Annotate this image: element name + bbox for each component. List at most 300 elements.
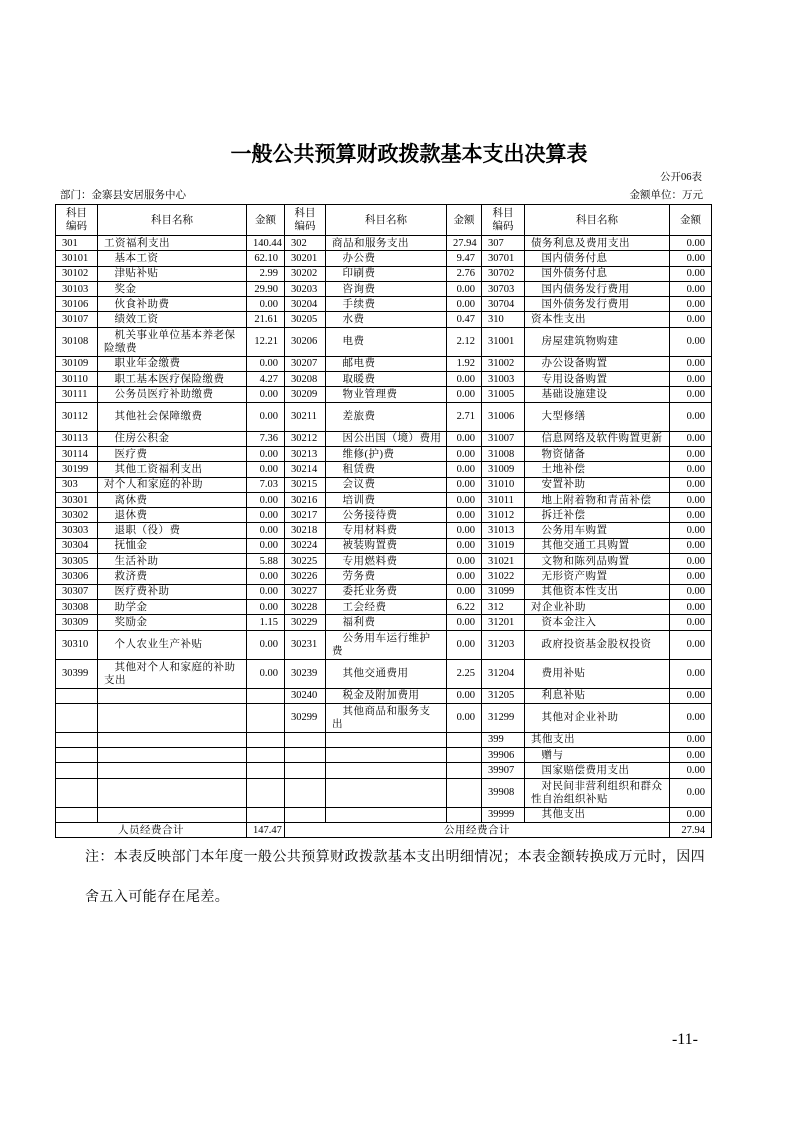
amount-cell: 0.00 <box>670 356 712 371</box>
table-row <box>56 538 712 553</box>
subject-code-cell <box>56 778 98 807</box>
subject-code-cell: 303 <box>56 477 98 492</box>
subject-name-cell: 医疗费 <box>98 446 247 461</box>
subject-code-cell <box>56 763 98 778</box>
subject-code-cell: 30399 <box>56 659 98 688</box>
amount-cell <box>247 688 285 703</box>
subject-code-cell: 30310 <box>56 630 98 659</box>
subject-name-cell: 公务用车购置 <box>525 523 670 538</box>
amount-cell: 0.00 <box>670 297 712 312</box>
subject-code-cell: 31203 <box>482 630 525 659</box>
amount-cell: 0.00 <box>247 599 285 614</box>
amount-cell: 0.00 <box>447 703 482 732</box>
amount-cell: 0.00 <box>447 477 482 492</box>
subject-name-cell: 国外债务付息 <box>525 266 670 281</box>
subject-name-cell: 其他社会保障缴费 <box>98 402 247 431</box>
amount-cell: 0.00 <box>247 523 285 538</box>
subject-name-cell <box>326 732 447 747</box>
subject-name-cell: 职工基本医疗保险缴费 <box>98 372 247 387</box>
amount-cell: 0.00 <box>447 688 482 703</box>
subject-code-cell: 30303 <box>56 523 98 538</box>
amount-cell: 0.00 <box>670 446 712 461</box>
amount-cell: 0.00 <box>447 508 482 523</box>
subject-name-cell: 工资福利支出 <box>98 236 247 251</box>
subject-name-cell: 物业管理费 <box>326 387 447 402</box>
public-total-amount: 27.94 <box>670 823 712 838</box>
subject-name-cell: 水费 <box>326 312 447 327</box>
note-line-1: 注：本表反映部门本年度一般公共预算财政拨款基本支出明细情况；本表金额转换成万元时，因四 <box>85 850 706 865</box>
amount-cell: 0.00 <box>447 492 482 507</box>
table-row <box>56 523 712 538</box>
header-code-label: 科目编码 <box>492 208 514 232</box>
amount-cell <box>447 778 482 807</box>
table-row <box>56 387 712 402</box>
amount-cell: 27.94 <box>447 236 482 251</box>
table-row <box>56 763 712 778</box>
subject-code-cell <box>285 763 326 778</box>
subject-code-cell: 30302 <box>56 508 98 523</box>
table-row <box>56 356 712 371</box>
amount-cell <box>447 748 482 763</box>
subject-name-cell <box>326 763 447 778</box>
amount-cell: 0.00 <box>447 281 482 296</box>
subject-code-cell: 30231 <box>285 630 326 659</box>
subject-code-cell: 302 <box>285 236 326 251</box>
table-row <box>56 748 712 763</box>
subject-code-cell: 30205 <box>285 312 326 327</box>
amount-cell: 4.27 <box>247 372 285 387</box>
amount-cell: 0.00 <box>670 688 712 703</box>
table-row <box>56 327 712 356</box>
subject-name-cell: 印刷费 <box>326 266 447 281</box>
subject-name-cell: 退休费 <box>98 508 247 523</box>
subject-code-cell: 31019 <box>482 538 525 553</box>
subject-code-cell: 31201 <box>482 615 525 630</box>
subject-name-cell: 咨询费 <box>326 281 447 296</box>
subject-name-cell: 国外债务发行费用 <box>525 297 670 312</box>
amount-cell: 0.00 <box>447 446 482 461</box>
amount-cell: 0.00 <box>247 297 285 312</box>
subject-code-cell: 30305 <box>56 554 98 569</box>
table-row <box>56 599 712 614</box>
subject-name-cell: 机关事业单位基本养老保险缴费 <box>98 327 247 356</box>
subject-code-cell: 30107 <box>56 312 98 327</box>
subject-code-cell: 30227 <box>285 584 326 599</box>
table-header-row <box>56 205 712 236</box>
table-row <box>56 659 712 688</box>
header-amount-2: 金额 <box>447 205 482 236</box>
amount-cell: 0.00 <box>670 538 712 553</box>
form-number: 公开06表 <box>660 172 702 183</box>
amount-cell: 0.00 <box>247 659 285 688</box>
amount-cell: 0.00 <box>247 508 285 523</box>
amount-cell: 7.03 <box>247 477 285 492</box>
subject-code-cell: 30109 <box>56 356 98 371</box>
subject-name-cell: 伙食补助费 <box>98 297 247 312</box>
table-row <box>56 446 712 461</box>
subject-code-cell: 30225 <box>285 554 326 569</box>
subject-name-cell: 离休费 <box>98 492 247 507</box>
subject-code-cell: 30203 <box>285 281 326 296</box>
subject-code-cell: 30309 <box>56 615 98 630</box>
table-total-row <box>56 823 712 838</box>
subject-code-cell: 30202 <box>285 266 326 281</box>
amount-cell: 0.00 <box>247 387 285 402</box>
header-code-2 <box>285 205 326 236</box>
subject-name-cell: 绩效工资 <box>98 312 247 327</box>
amount-cell: 6.22 <box>447 599 482 614</box>
subject-name-cell: 对个人和家庭的补助 <box>98 477 247 492</box>
amount-cell: 12.21 <box>247 327 285 356</box>
amount-cell: 0.00 <box>247 492 285 507</box>
amount-cell <box>247 703 285 732</box>
amount-cell: 2.99 <box>247 266 285 281</box>
header-name-2: 科目名称 <box>326 205 447 236</box>
subject-name-cell: 费用补贴 <box>525 659 670 688</box>
table-row <box>56 630 712 659</box>
amount-cell: 0.00 <box>670 569 712 584</box>
amount-cell: 0.00 <box>247 446 285 461</box>
subject-code-cell: 30701 <box>482 251 525 266</box>
table-row <box>56 266 712 281</box>
table-row <box>56 402 712 431</box>
subject-name-cell: 公务用车运行维护费 <box>326 630 447 659</box>
subject-code-cell: 31012 <box>482 508 525 523</box>
amount-cell: 0.00 <box>447 554 482 569</box>
subject-name-cell: 房屋建筑物购建 <box>525 327 670 356</box>
subject-name-cell: 其他支出 <box>525 807 670 822</box>
amount-cell: 0.00 <box>670 387 712 402</box>
amount-cell: 9.47 <box>447 251 482 266</box>
subject-code-cell: 39999 <box>482 807 525 822</box>
subject-name-cell: 税金及附加费用 <box>326 688 447 703</box>
public-total-label: 公用经费合计 <box>285 823 670 838</box>
table-row <box>56 615 712 630</box>
subject-name-cell: 被装购置费 <box>326 538 447 553</box>
subject-code-cell: 39908 <box>482 778 525 807</box>
amount-cell: 0.00 <box>670 748 712 763</box>
amount-cell: 21.61 <box>247 312 285 327</box>
subject-code-cell <box>285 807 326 822</box>
subject-code-cell: 31002 <box>482 356 525 371</box>
amount-cell: 0.00 <box>670 807 712 822</box>
amount-cell: 62.10 <box>247 251 285 266</box>
subject-name-cell: 专用材料费 <box>326 523 447 538</box>
table-row <box>56 236 712 251</box>
amount-cell: 2.25 <box>447 659 482 688</box>
subject-name-cell: 商品和服务支出 <box>326 236 447 251</box>
subject-name-cell: 救济费 <box>98 569 247 584</box>
subject-code-cell: 30307 <box>56 584 98 599</box>
amount-cell <box>447 807 482 822</box>
subject-code-cell: 30106 <box>56 297 98 312</box>
subject-code-cell: 399 <box>482 732 525 747</box>
table-row <box>56 703 712 732</box>
amount-cell <box>247 807 285 822</box>
subject-code-cell: 30299 <box>285 703 326 732</box>
subject-code-cell: 30114 <box>56 446 98 461</box>
amount-cell: 0.00 <box>447 630 482 659</box>
subject-name-cell: 生活补助 <box>98 554 247 569</box>
subject-code-cell: 30213 <box>285 446 326 461</box>
table-row <box>56 569 712 584</box>
amount-cell: 1.15 <box>247 615 285 630</box>
amount-cell: 0.00 <box>670 703 712 732</box>
subject-code-cell: 312 <box>482 599 525 614</box>
table-row <box>56 372 712 387</box>
subject-name-cell: 差旅费 <box>326 402 447 431</box>
note-line-2: 舍五入可能存在尾差。 <box>85 890 230 905</box>
amount-cell: 2.71 <box>447 402 482 431</box>
subject-name-cell: 基本工资 <box>98 251 247 266</box>
subject-code-cell: 30218 <box>285 523 326 538</box>
subject-code-cell: 30215 <box>285 477 326 492</box>
subject-name-cell: 维修(护)费 <box>326 446 447 461</box>
amount-cell: 0.00 <box>670 462 712 477</box>
subject-code-cell <box>56 688 98 703</box>
subject-code-cell: 30111 <box>56 387 98 402</box>
subject-name-cell: 其他商品和服务支出 <box>326 703 447 732</box>
amount-cell: 5.88 <box>247 554 285 569</box>
amount-cell: 0.00 <box>447 569 482 584</box>
subject-code-cell: 30112 <box>56 402 98 431</box>
table-row <box>56 281 712 296</box>
amount-cell: 0.00 <box>247 356 285 371</box>
amount-cell: 0.00 <box>670 615 712 630</box>
subject-code-cell: 31022 <box>482 569 525 584</box>
subject-name-cell: 对企业补助 <box>525 599 670 614</box>
subject-name-cell: 资本金注入 <box>525 615 670 630</box>
amount-cell: 0.00 <box>670 266 712 281</box>
amount-cell: 0.00 <box>670 402 712 431</box>
table-body <box>56 236 712 823</box>
amount-cell <box>247 748 285 763</box>
amount-cell: 0.00 <box>670 327 712 356</box>
amount-cell: 0.00 <box>670 236 712 251</box>
subject-code-cell <box>285 748 326 763</box>
subject-name-cell: 债务利息及费用支出 <box>525 236 670 251</box>
subject-code-cell: 30206 <box>285 327 326 356</box>
page-title: 一般公共预算财政拨款基本支出决算表 <box>230 142 588 166</box>
subject-name-cell: 其他交通工具购置 <box>525 538 670 553</box>
subject-name-cell: 国内债务发行费用 <box>525 281 670 296</box>
amount-cell <box>447 763 482 778</box>
amount-cell: 1.92 <box>447 356 482 371</box>
header-name-1: 科目名称 <box>98 205 247 236</box>
table-row <box>56 431 712 446</box>
subject-name-cell: 奖金 <box>98 281 247 296</box>
table-row <box>56 584 712 599</box>
subject-name-cell: 安置补助 <box>525 477 670 492</box>
subject-code-cell: 30214 <box>285 462 326 477</box>
subject-code-cell: 30239 <box>285 659 326 688</box>
table-row <box>56 807 712 822</box>
subject-name-cell: 津贴补贴 <box>98 266 247 281</box>
table-row <box>56 462 712 477</box>
subject-code-cell: 31021 <box>482 554 525 569</box>
subject-code-cell <box>56 807 98 822</box>
amount-cell: 0.00 <box>447 615 482 630</box>
subject-code-cell: 30110 <box>56 372 98 387</box>
subject-code-cell: 307 <box>482 236 525 251</box>
subject-code-cell: 30228 <box>285 599 326 614</box>
amount-cell: 0.00 <box>670 492 712 507</box>
subject-name-cell: 工会经费 <box>326 599 447 614</box>
subject-name-cell: 取暖费 <box>326 372 447 387</box>
subject-name-cell <box>98 732 247 747</box>
amount-cell: 0.00 <box>447 538 482 553</box>
amount-cell: 0.00 <box>447 462 482 477</box>
subject-code-cell: 31099 <box>482 584 525 599</box>
subject-code-cell: 30108 <box>56 327 98 356</box>
subject-name-cell: 培训费 <box>326 492 447 507</box>
subject-code-cell: 39907 <box>482 763 525 778</box>
amount-cell: 140.44 <box>247 236 285 251</box>
subject-code-cell: 310 <box>482 312 525 327</box>
subject-name-cell <box>326 807 447 822</box>
subject-name-cell: 职业年金缴费 <box>98 356 247 371</box>
amount-cell: 0.00 <box>670 732 712 747</box>
subject-name-cell: 委托业务费 <box>326 584 447 599</box>
table-row <box>56 778 712 807</box>
subject-name-cell: 电费 <box>326 327 447 356</box>
subject-name-cell <box>98 807 247 822</box>
subject-code-cell: 30207 <box>285 356 326 371</box>
subject-code-cell: 31013 <box>482 523 525 538</box>
subject-code-cell: 30113 <box>56 431 98 446</box>
amount-cell: 0.00 <box>247 402 285 431</box>
table-row <box>56 688 712 703</box>
subject-code-cell: 31010 <box>482 477 525 492</box>
amount-cell: 0.00 <box>447 297 482 312</box>
subject-code-cell: 30306 <box>56 569 98 584</box>
subject-name-cell: 医疗费补助 <box>98 584 247 599</box>
subject-name-cell: 无形资产购置 <box>525 569 670 584</box>
table-row <box>56 251 712 266</box>
subject-name-cell: 其他支出 <box>525 732 670 747</box>
subject-name-cell: 专用设备购置 <box>525 372 670 387</box>
subject-name-cell: 资本性支出 <box>525 312 670 327</box>
header-name-3: 科目名称 <box>525 205 670 236</box>
subject-name-cell: 国家赔偿费用支出 <box>525 763 670 778</box>
subject-name-cell: 信息网络及软件购置更新 <box>525 431 670 446</box>
subject-name-cell <box>98 748 247 763</box>
subject-name-cell <box>326 748 447 763</box>
amount-cell: 0.00 <box>670 630 712 659</box>
amount-cell: 0.00 <box>670 372 712 387</box>
subject-name-cell: 抚恤金 <box>98 538 247 553</box>
amount-cell <box>247 763 285 778</box>
subject-name-cell: 办公费 <box>326 251 447 266</box>
subject-code-cell: 30217 <box>285 508 326 523</box>
subject-code-cell: 30224 <box>285 538 326 553</box>
amount-cell: 0.00 <box>670 523 712 538</box>
amount-cell: 2.12 <box>447 327 482 356</box>
header-amount-1: 金额 <box>247 205 285 236</box>
subject-name-cell: 其他对个人和家庭的补助支出 <box>98 659 247 688</box>
subject-name-cell: 福利费 <box>326 615 447 630</box>
subject-code-cell: 30216 <box>285 492 326 507</box>
subject-name-cell: 奖励金 <box>98 615 247 630</box>
subject-code-cell: 31001 <box>482 327 525 356</box>
table-row <box>56 492 712 507</box>
subject-name-cell: 退职（役）费 <box>98 523 247 538</box>
budget-expenditure-table <box>55 204 712 838</box>
subject-name-cell: 专用燃料费 <box>326 554 447 569</box>
subject-name-cell: 办公设备购置 <box>525 356 670 371</box>
subject-code-cell: 31006 <box>482 402 525 431</box>
subject-code-cell: 31003 <box>482 372 525 387</box>
subject-code-cell: 30240 <box>285 688 326 703</box>
subject-name-cell: 助学金 <box>98 599 247 614</box>
subject-name-cell: 大型修缮 <box>525 402 670 431</box>
amount-cell <box>247 732 285 747</box>
table-row <box>56 477 712 492</box>
subject-code-cell: 30103 <box>56 281 98 296</box>
subject-code-cell: 31205 <box>482 688 525 703</box>
amount-cell: 0.00 <box>670 584 712 599</box>
header-code-3 <box>482 205 525 236</box>
header-code-label: 科目编码 <box>294 208 316 232</box>
amount-cell: 0.00 <box>670 554 712 569</box>
subject-name-cell: 其他工资福利支出 <box>98 462 247 477</box>
subject-name-cell <box>98 778 247 807</box>
subject-name-cell: 政府投资基金股权投资 <box>525 630 670 659</box>
amount-cell: 0.00 <box>447 523 482 538</box>
subject-name-cell: 其他对企业补助 <box>525 703 670 732</box>
page-number: -11- <box>671 1031 698 1048</box>
subject-name-cell: 国内债务付息 <box>525 251 670 266</box>
amount-cell: 0.00 <box>670 312 712 327</box>
subject-name-cell: 住房公积金 <box>98 431 247 446</box>
subject-name-cell: 基础设施建设 <box>525 387 670 402</box>
table-row <box>56 554 712 569</box>
subject-name-cell: 对民间非营利组织和群众性自治组织补贴 <box>525 778 670 807</box>
header-code-label: 科目编码 <box>66 208 87 232</box>
table-row <box>56 508 712 523</box>
amount-cell: 0.00 <box>670 599 712 614</box>
subject-code-cell: 30704 <box>482 297 525 312</box>
subject-name-cell: 文物和陈列品购置 <box>525 554 670 569</box>
subject-code-cell: 31009 <box>482 462 525 477</box>
subject-code-cell: 31204 <box>482 659 525 688</box>
subject-name-cell: 手续费 <box>326 297 447 312</box>
amount-cell: 29.90 <box>247 281 285 296</box>
subject-code-cell: 30101 <box>56 251 98 266</box>
header-code-1 <box>56 205 98 236</box>
amount-cell: 0.47 <box>447 312 482 327</box>
subject-name-cell: 邮电费 <box>326 356 447 371</box>
amount-cell: 2.76 <box>447 266 482 281</box>
amount-cell: 0.00 <box>670 251 712 266</box>
subject-name-cell: 会议费 <box>326 477 447 492</box>
subject-code-cell: 30229 <box>285 615 326 630</box>
subject-name-cell: 其他资本性支出 <box>525 584 670 599</box>
subject-name-cell: 劳务费 <box>326 569 447 584</box>
subject-code-cell <box>56 703 98 732</box>
subject-code-cell <box>285 778 326 807</box>
subject-code-cell <box>285 732 326 747</box>
amount-cell: 0.00 <box>247 630 285 659</box>
subject-code-cell: 30304 <box>56 538 98 553</box>
amount-cell: 0.00 <box>247 569 285 584</box>
table-row <box>56 297 712 312</box>
subject-code-cell: 30226 <box>285 569 326 584</box>
subject-code-cell <box>56 732 98 747</box>
table-row <box>56 312 712 327</box>
subject-name-cell: 租赁费 <box>326 462 447 477</box>
subject-code-cell: 30102 <box>56 266 98 281</box>
